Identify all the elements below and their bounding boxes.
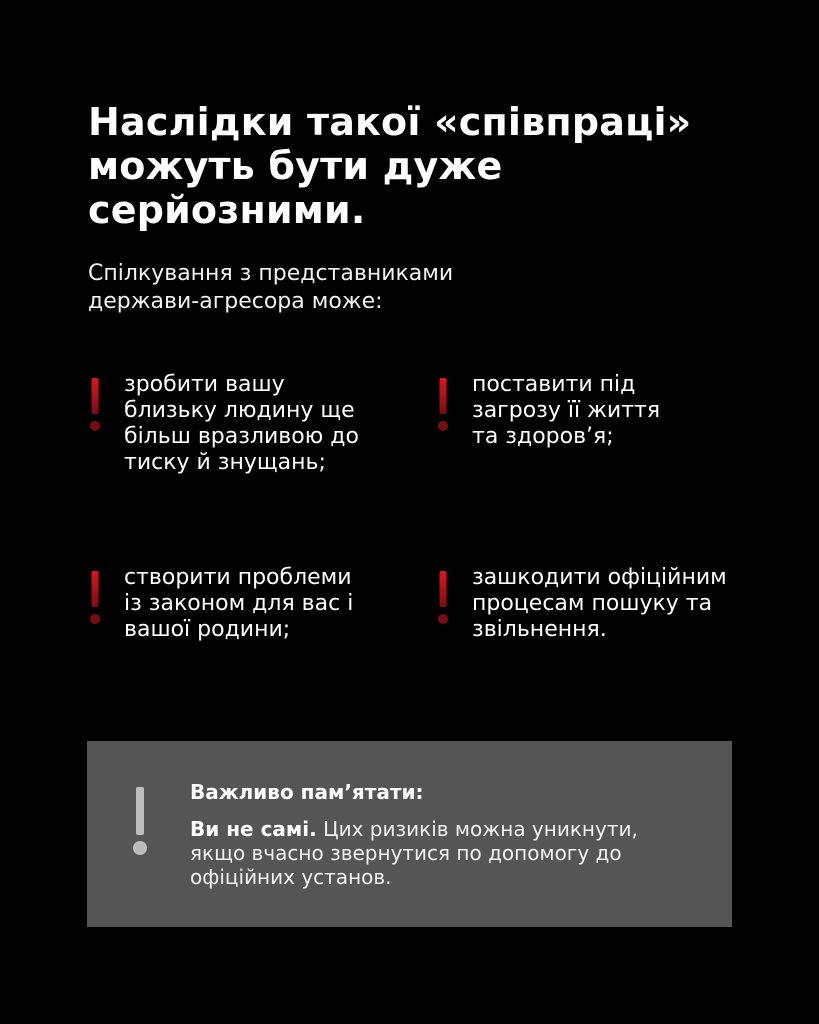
- exclamation-icon: [88, 378, 102, 434]
- exclamation-icon: [88, 571, 102, 627]
- exclamation-icon: [131, 787, 149, 857]
- risk-line: більш вразливою до: [124, 424, 359, 449]
- note-line: [190, 817, 710, 841]
- important-note-box: [87, 741, 732, 927]
- note-emphasis: Ви не самі.: [190, 817, 317, 841]
- risk-line: вашої родини;: [124, 617, 291, 642]
- note-line: якщо вчасно звернутися по допомогу до: [190, 841, 622, 865]
- risk-line: загрозу її життя: [472, 398, 661, 423]
- risk-text: [472, 372, 660, 450]
- risk-line: тиску й знущань;: [124, 450, 326, 475]
- risk-line: поставити під: [472, 372, 636, 397]
- risk-line: зробити вашу: [124, 372, 285, 397]
- exclamation-icon: [436, 378, 450, 434]
- risk-line: із законом для вас і: [124, 591, 354, 616]
- risk-line: процесам пошуку та: [472, 591, 713, 616]
- title-line: Наслідки такої «співпраці»: [88, 100, 692, 144]
- note-line: офіційних установ.: [190, 865, 392, 889]
- intro-line: держави-агресора може:: [88, 289, 383, 314]
- risk-line: створити проблеми: [124, 565, 352, 590]
- risk-text: [124, 565, 353, 643]
- risk-line: звільнення.: [472, 617, 607, 642]
- note-body: [190, 817, 710, 889]
- intro-text: [88, 260, 708, 316]
- risk-line: та здоров’я;: [472, 424, 614, 449]
- exclamation-icon: [436, 571, 450, 627]
- note-text: Цих ризиків можна уникнути,: [316, 817, 638, 841]
- risk-text: [472, 565, 727, 643]
- risk-text: [124, 372, 359, 476]
- intro-line: Спілкування з представниками: [88, 261, 454, 286]
- risk-line: зашкодити офіційним: [472, 565, 727, 590]
- note-heading: Важливо пам’ятати:: [190, 780, 424, 804]
- risk-line: близьку людину ще: [124, 398, 355, 423]
- page-title: [88, 100, 728, 232]
- title-line: можуть бути дуже: [88, 144, 503, 188]
- title-line: серйозними.: [88, 188, 366, 232]
